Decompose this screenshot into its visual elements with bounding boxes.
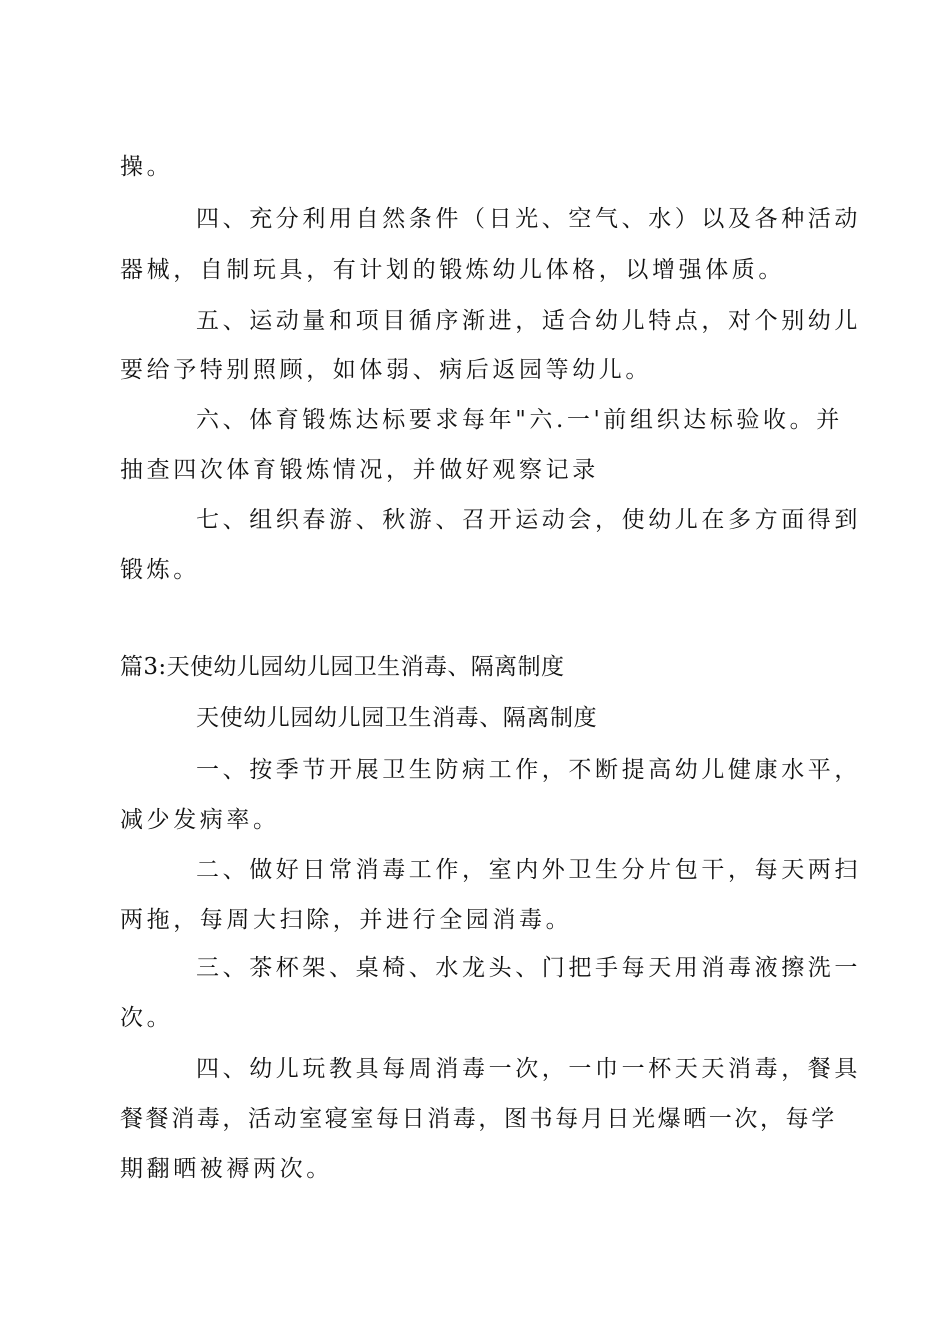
rule-two-line-2: 两拖，每周大扫除，并进行全园消毒。: [120, 907, 573, 933]
paragraph-six-line-1: 六、体育锻炼达标要求每年"六.一'前组织达标验收。并: [196, 407, 843, 433]
paragraph-seven-line-2: 锻炼。: [120, 557, 200, 583]
paragraph-five-line-2: 要给予特别照顾，如体弱、病后返园等幼儿。: [120, 357, 652, 383]
paragraph-six-line-2: 抽查四次体育锻炼情况，并做好观察记录: [120, 457, 599, 483]
rule-four-line-3: 期翻晒被褥两次。: [120, 1156, 333, 1182]
rule-two-line-1: 二、做好日常消毒工作，室内外卫生分片包干，每天两扫: [196, 857, 861, 883]
rule-one-line-2: 减少发病率。: [120, 807, 280, 833]
text-line-continuation: 操。: [120, 154, 174, 180]
rule-three-line-1: 三、茶杯架、桌椅、水龙头、门把手每天用消毒液擦洗一: [196, 955, 861, 981]
paragraph-five-line-1: 五、运动量和项目循序渐进，适合幼儿特点，对个别幼儿: [196, 308, 861, 334]
rule-four-line-2: 餐餐消毒，活动室寝室每日消毒，图书每月日光爆晒一次，每学: [120, 1106, 837, 1132]
section-heading: 篇3:天使幼儿园幼儿园卫生消毒、隔离制度: [120, 654, 565, 680]
rule-four-line-1: 四、幼儿玩教具每周消毒一次，一巾一杯天天消毒，餐具: [196, 1056, 861, 1082]
paragraph-seven-line-1: 七、组织春游、秋游、召开运动会，使幼儿在多方面得到: [196, 507, 861, 533]
paragraph-four-line-2: 器械，自制玩具，有计划的锻炼幼儿体格，以增强体质。: [120, 257, 785, 283]
paragraph-four-line-1: 四、充分利用自然条件（日光、空气、水）以及各种活动: [196, 206, 861, 232]
section-subheading: 天使幼儿园幼儿园卫生消毒、隔离制度: [196, 705, 598, 731]
rule-one-line-1: 一、按季节开展卫生防病工作，不断提高幼儿健康水平，: [196, 757, 861, 783]
rule-three-line-2: 次。: [120, 1005, 174, 1031]
